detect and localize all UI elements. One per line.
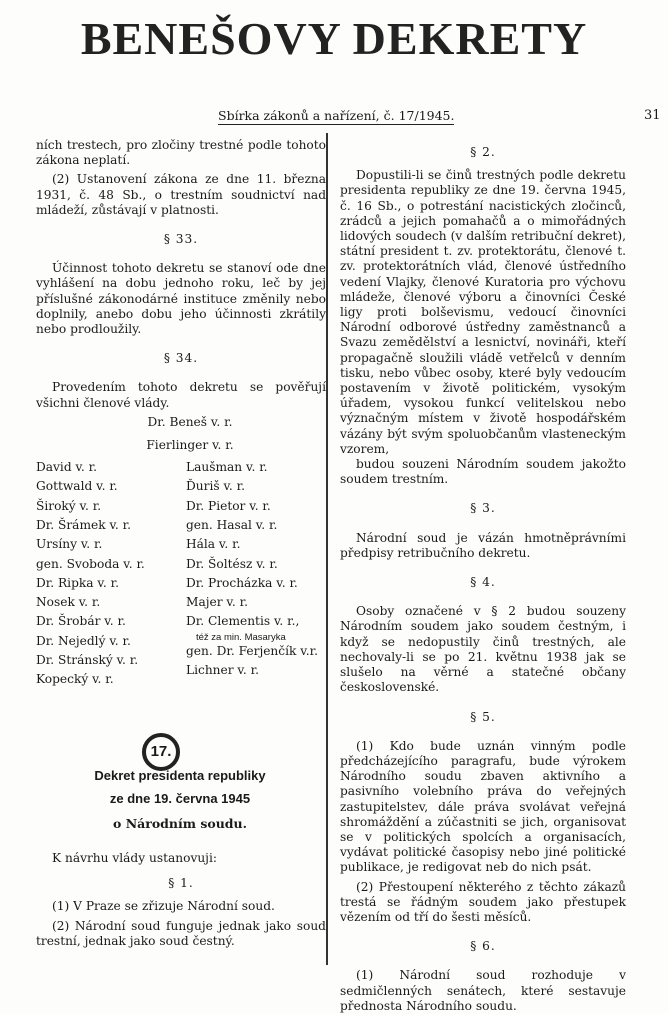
clementis-note: též za min. Masaryka [196,632,286,643]
column-divider [326,133,328,965]
signer-name: Dr. Šrobár v. r. [36,614,126,629]
signer-name: Dr. Nejedlý v. r. [36,633,131,648]
signer-name: gen. Hasal v. r. [186,517,278,532]
page-title: BENEŠOVY DEKRETY [80,13,588,64]
signer-name: Dr. Clementis v. r., [186,614,300,629]
paragraph: (1) V Praze se zřizuje Národní soud. [52,899,275,914]
paragraph: (1) Národní soud rozhoduje v sedmičlenných senátech, které sestavuje přednosta Národního soudu. [340,968,626,1013]
signer-name: Dr. Pietor v. r. [186,498,271,513]
signer-name: gen. Svoboda v. r. [36,556,145,571]
decree-subject: o Národním soudu. [113,816,247,831]
paragraph: (1) Kdo bude uznán vinným podle předcházejícího paragrafu, bude výrokem Národního soudu zbaven aktivního a pasivního volebního práva do veřejných zastupitelstev, dále práva svolávat veřejná shromáždění a zúčastniti se jich, organisovat se v politických spolcích a organisacích, vydávat politické časopisy nebo jiné politické publikace, je redigovat neb do nich psát. [340,738,626,875]
section-heading: § 33. [163,232,199,247]
paragraph: Národní soud je vázán hmotněprávními předpisy retribučního dekretu. [340,530,626,560]
page-number: 31 [644,108,661,123]
section-heading: § 2. [470,145,496,159]
signer-name: Široký v. r. [36,498,102,513]
signer-name: David v. r. [36,460,98,474]
decree-number-badge: 17. [142,733,180,771]
section-heading: § 34. [163,351,199,366]
signer-name: Gottwald v. r. [36,479,118,494]
paragraph: budou souzeni Národním soudem jakožto soudem trestním. [340,457,626,487]
signer-name: Ďuriš v. r. [186,479,246,494]
paragraph: Účinnost tohoto dekretu se stanoví ode dne vyhlášení na dobu jednoho roku, leč by jej příslušné zákonodárné instituce změnily nebo doplnily, anebo dobu jeho účinnosti zkrátily nebo prodloužily. [36,261,326,337]
left-column [36,138,326,411]
decree-date: ze dne 19. června 1945 [109,791,251,806]
signer-name: Dr. Stránský v. r. [36,653,139,667]
right-column [340,145,626,1014]
signer-name: Dr. Šrámek v. r. [36,517,132,532]
left-column-lower [36,851,326,949]
signature-benes: Dr. Beneš v. r. [147,415,233,429]
running-head: Sbírka zákonů a nařízení, č. 17/1945. [218,108,455,123]
paragraph: K návrhu vlády ustanovuji: [52,851,217,865]
section-heading: § 4. [470,575,496,590]
paragraph: (2) Přestoupení některého z těchto zákazů trestá se řádným soudem jako přestupek vězením od tří do šesti měsíců. [340,879,626,924]
decree-title: Dekret presidenta republiky [94,768,266,783]
signer-name: Nosek v. r. [36,595,101,610]
signer-name: Ursíny v. r. [36,537,103,552]
section-heading: § 1. [168,876,194,891]
signer-name: Dr. Procházka v. r. [186,575,298,590]
paragraph: Provedením tohoto dekretu se pověřují všichni členové vlády. [36,380,326,410]
paragraph: ních trestech, pro zločiny trestné podle tohoto zákona neplatí. [36,138,326,168]
signer-name: Kopecký v. r. [36,672,114,687]
signer-name: Dr. Ripka v. r. [36,575,119,590]
paragraph: Osoby označené v § 2 budou souzeny Národním soudem jako soudem čestným, i když se nedopustily činů trestných, ale nechovaly-li se po 21. květnu 1938 jak se slušelo na věrné a statečné občany československé. [340,604,626,695]
signer-name: Dr. Šoltész v. r. [186,556,278,571]
signer-name: Hála v. r. [186,537,241,552]
signer-name: Majer v. r. [186,595,248,610]
paragraph: (2) Ustanovení zákona ze dne 11. března 1931, č. 48 Sb., o trestním soudnictví nad mládeží, zůstávají v platnosti. [36,172,326,217]
paragraph: Dopustili-li se činů trestných podle dekretu presidenta republiky ze dne 19. června 1945, č. 16 Sb., o potrestání nacistických zločinců, zrádců a jejich pomahačů a o mimořádných lidových soudech (v dalším retribuční dekret), státní president t. zv. protektorátu, členové t. zv. protektorátních vlád, členové ústředního vedení Vlajky, členové Kuratoria pro výchovu mládeže, členové výboru a činovníci České ligy proti bolševismu, vedoucí činovníci Národní odborové ústředny zaměstnanců a Svazu zemědělství a lesnictví, novináři, kteří propagačně sloužili vládě vetřelců v denním tisku, nebo vůbec osoby, které byly vedoucím postavením v životě politickém, vysokým úřadem, vysokou funkcí velitelskou nebo význačným místem v životě hospodářském vázány být svým spoluobčanům vlasteneckým vzorem, [340,168,626,456]
paragraph: (2) Národní soud funguje jednak jako soud trestní, jednak jako soud čestný. [36,918,326,948]
section-heading: § 3. [470,501,496,516]
signer-name: Lichner v. r. [186,663,259,677]
section-heading: § 5. [470,709,496,724]
section-heading: § 6. [470,939,496,954]
signer-name: Laušman v. r. [186,460,268,474]
signer-name: gen. Dr. Ferjenčík v.r. [186,643,318,658]
signature-fierlinger: Fierlinger v. r. [146,438,234,452]
